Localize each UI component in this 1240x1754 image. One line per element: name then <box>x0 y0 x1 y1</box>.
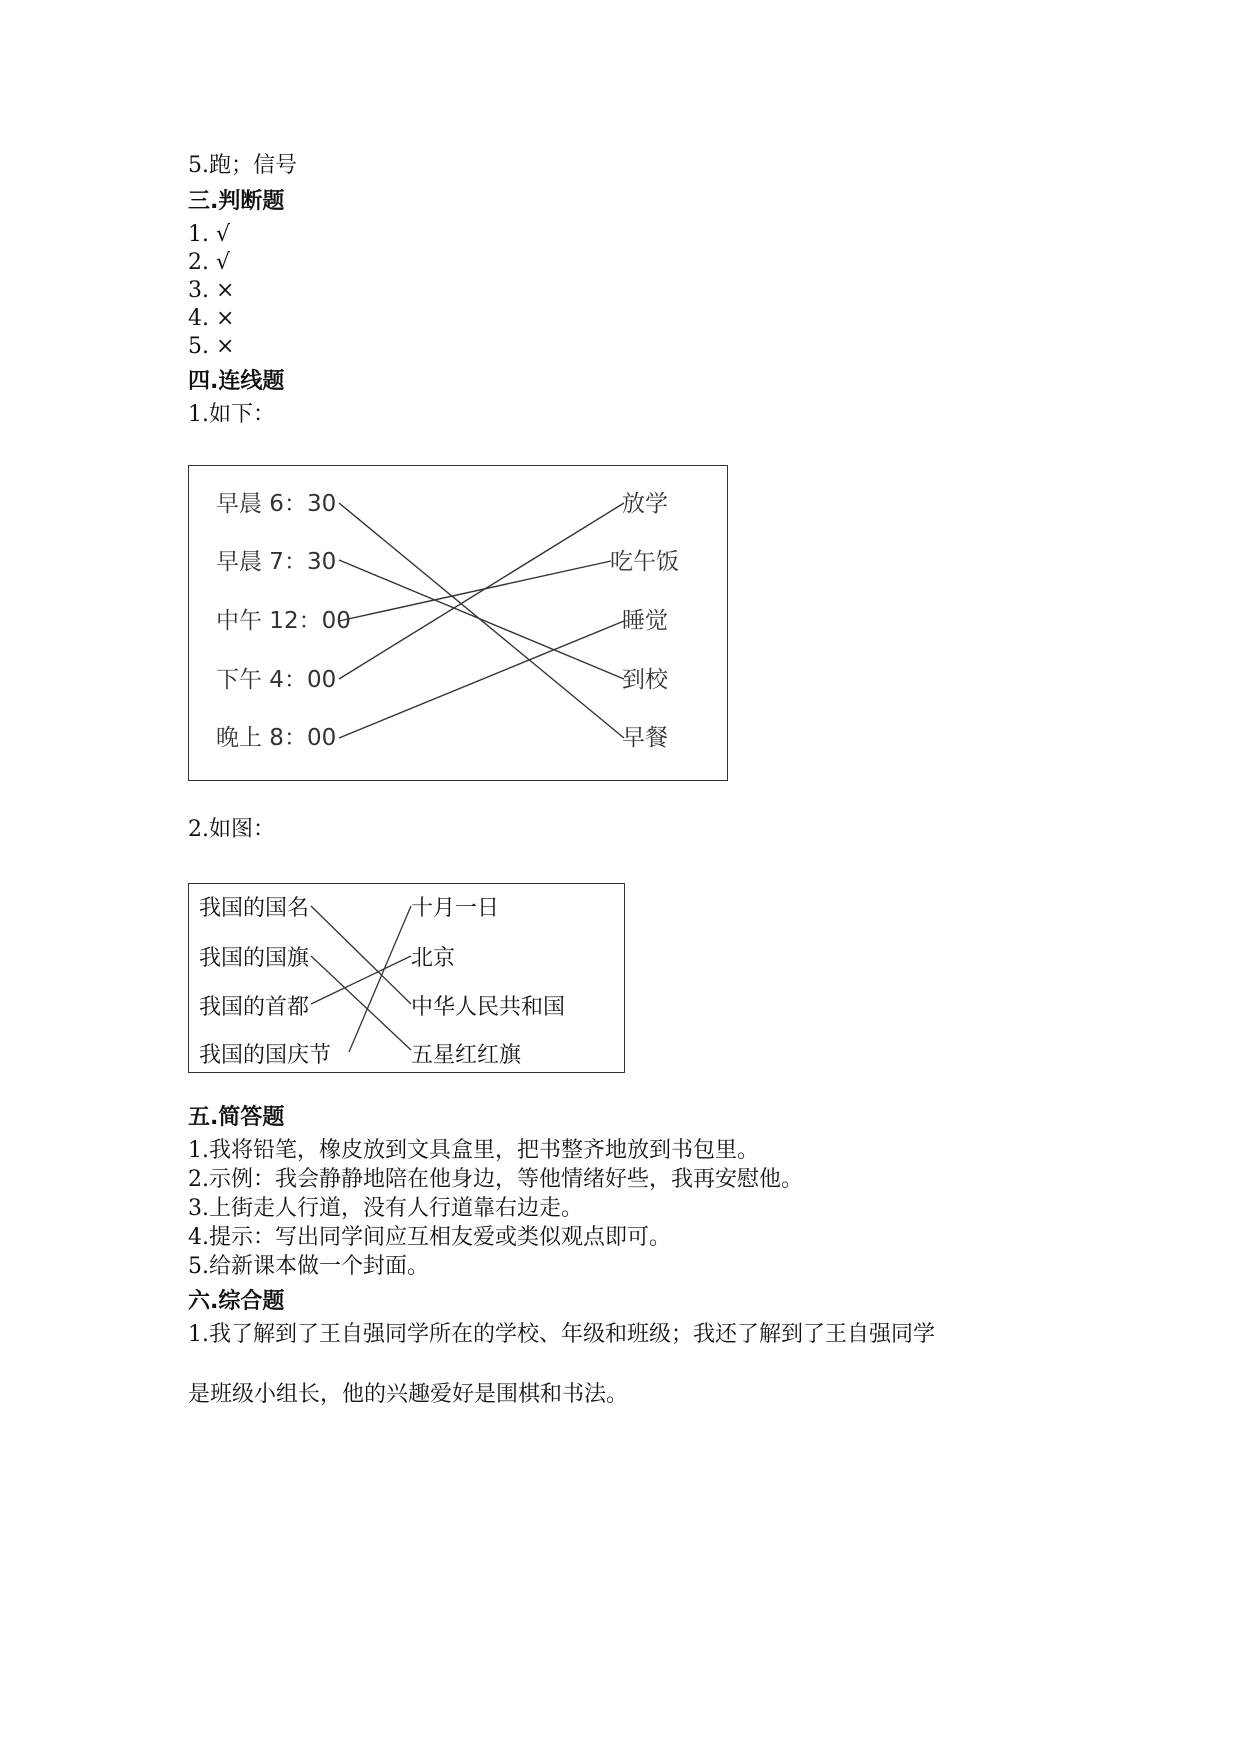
match-line <box>339 560 624 679</box>
section-heading: 四.连线题 <box>188 369 285 394</box>
match-right-label: 到校 <box>622 667 668 693</box>
answer-line: 5.跑；信号 <box>188 153 297 178</box>
match-right-label: 早餐 <box>622 725 668 751</box>
matching-diagram-country <box>188 883 625 1073</box>
match-left-label: 我国的国旗 <box>199 946 310 971</box>
answer-line: 2.示例：我会静静地陪在他身边，等他情绪好些，我再安慰他。 <box>188 1167 803 1192</box>
match-left-label: 早晨 7：30 <box>216 549 337 575</box>
match-left-label: 早晨 6：30 <box>216 491 337 517</box>
match-line <box>339 621 624 738</box>
match-right-label: 睡觉 <box>622 608 668 634</box>
match-left-label: 下午 4：00 <box>216 667 337 693</box>
match-line <box>311 956 411 1004</box>
answer-line: 1.我了解到了王自强同学所在的学校、年级和班级；我还了解到了王自强同学 <box>188 1322 935 1347</box>
match-right-label: 放学 <box>622 491 668 517</box>
answer-line: 是班级小组长，他的兴趣爱好是围棋和书法。 <box>188 1382 629 1407</box>
match-line <box>339 561 611 621</box>
answer-line: 5.给新课本做一个封面。 <box>188 1254 429 1279</box>
answer-line: 1.我将铅笔，橡皮放到文具盒里，把书整齐地放到书包里。 <box>188 1138 759 1163</box>
match-right-label: 北京 <box>411 946 456 971</box>
match-line <box>311 906 411 1004</box>
answer-line: 1. √ <box>188 222 231 247</box>
match-line <box>339 503 624 679</box>
match-line <box>349 906 411 1052</box>
match-left-label: 我国的首都 <box>199 995 310 1020</box>
answer-line: 3. × <box>188 278 235 303</box>
answer-line: 4.提示：写出同学间应互相友爱或类似观点即可。 <box>188 1225 671 1250</box>
match-line <box>311 956 411 1050</box>
section-heading: 三.判断题 <box>188 189 285 214</box>
match-line <box>339 503 624 738</box>
match-left-label: 我国的国庆节 <box>199 1043 332 1068</box>
match-right-label: 中华人民共和国 <box>411 995 566 1020</box>
answer-line: 3.上街走人行道，没有人行道靠右边走。 <box>188 1196 583 1221</box>
answer-line: 5. × <box>188 334 235 359</box>
match-left-label: 晚上 8：00 <box>216 725 337 751</box>
answer-line: 2. √ <box>188 250 231 275</box>
answer-line: 4. × <box>188 306 235 331</box>
match-right-label: 五星红红旗 <box>411 1043 522 1068</box>
match-right-label: 吃午饭 <box>610 549 679 575</box>
section-heading: 五.简答题 <box>188 1105 285 1130</box>
match-left-label: 我国的国名 <box>199 896 310 921</box>
matching-diagram-times <box>188 465 728 781</box>
section-heading: 六.综合题 <box>188 1289 285 1314</box>
answer-line: 1.如下： <box>188 402 275 427</box>
match-left-label: 中午 12：00 <box>216 608 351 634</box>
match-right-label: 十月一日 <box>411 896 500 921</box>
answer-line: 2.如图： <box>188 817 275 842</box>
